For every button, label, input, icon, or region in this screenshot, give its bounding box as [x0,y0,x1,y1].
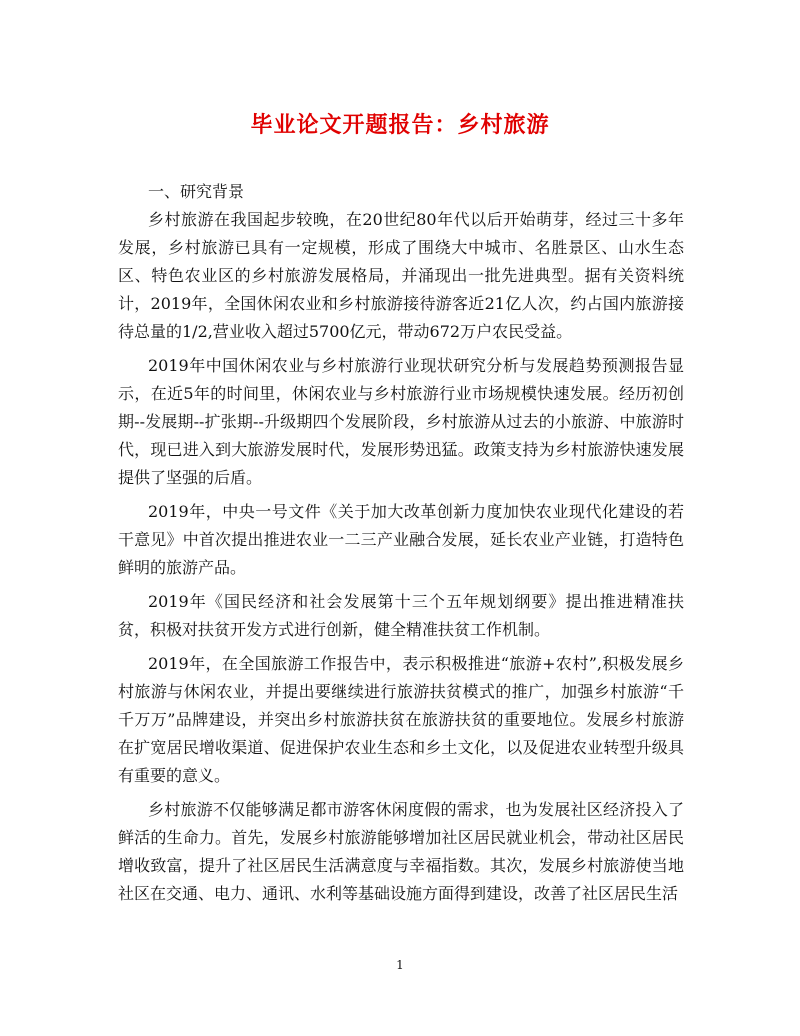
document-body [118,178,684,914]
paragraph-3: 2019年，中央一号文件《关于加大改革创新力度加快农业现代化建设的若干意见》中首次提出推进农业一二三产业融合发展，延长农业产业链，打造特色鲜明的旅游产品。 [118,502,684,577]
paragraph-1: 乡村旅游在我国起步较晚，在20世纪80年代以后开始萌芽，经过三十多年发展，乡村旅游已具有一定规模，形成了围绕大中城市、名胜景区、山水生态区、特色农业区的乡村旅游发展格局，并涌现出一批先进典型。据有关资料统计，2019年，全国休闲农业和乡村旅游接待游客近21亿人次，约占国内旅游接待总量的1/2,营业收入超过5700亿元，带动672万户农民受益。 [118,210,684,341]
paragraph-6: 乡村旅游不仅能够满足都市游客休闲度假的需求，也为发展社区经济投入了鲜活的生命力。首先，发展乡村旅游能够增加社区居民就业机会，带动社区居民增收致富，提升了社区居民生活满意度与幸福指数。其次，发展乡村旅游使当地社区在交通、电力、通讯、水利等基础设施方面得到建设，改善了社区居民生活 [118,800,684,903]
paragraph-2: 2019年中国休闲农业与乡村旅游行业现状研究分析与发展趋势预测报告显示，在近5年的时间里，休闲农业与乡村旅游行业市场规模快速发展。经历初创期--发展期--扩张期--升级期四个发展阶段，乡村旅游从过去的小旅游、中旅游时代，现已进入到大旅游发展时代，发展形势迅猛。政策支持为乡村旅游快速发展提供了坚强的后盾。 [118,356,684,487]
paragraph-4: 2019年《国民经济和社会发展第十三个五年规划纲要》提出推进精准扶贫，积极对扶贫开发方式进行创新，健全精准扶贫工作机制。 [118,592,684,639]
page-number: 1 [396,958,404,972]
section-heading: 一、研究背景 [148,182,245,201]
document-title: 毕业论文开题报告：乡村旅游 [250,112,550,138]
paragraph-5: 2019年，在全国旅游工作报告中，表示积极推进“旅游+农村”,积极发展乡村旅游与休闲农业，并提出要继续进行旅游扶贫模式的推广，加强乡村旅游“千千万万”品牌建设，并突出乡村旅游扶贫在旅游扶贫的重要地位。发展乡村旅游在扩宽居民增收渠道、促进保护农业生态和乡土文化，以及促进农业转型升级具有重要的意义。 [118,654,684,785]
